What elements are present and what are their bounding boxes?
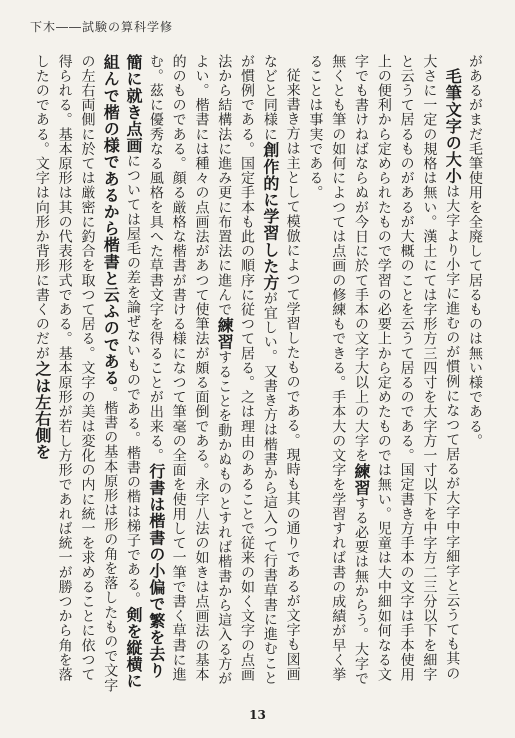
text-run: が宜しい。又書き方は楷書から這入つて行書草書に進むことが慣例である。国定手本も此の順序に従つて居る。之は理由のあることで従来の如く文字の点画法から結構法に進み更に布置法に進んで (216, 54, 278, 686)
text-run: があるがまだ毛筆使用を全廃して居るものは無い様である。 (467, 54, 483, 449)
text-run: 従来書き方は主として模倣によつて学習したものである。現時も其の通りであるが文字も図画などと同様に (261, 54, 301, 682)
text-run: する必要は無からう。大字で無くとも筆の如何によつては点画の修練もできる。手本大の文字を学習すれば書の成績が早く挙ることは事実である。 (307, 54, 370, 686)
emphasis-text: 行書は楷書の小偏で繁を去り簡に就き点画 (124, 54, 166, 679)
page-number: 13 (249, 708, 266, 722)
paragraph (30, 54, 304, 694)
paragraph (304, 54, 464, 694)
running-head: 下木――試験の算科学修 (30, 20, 174, 34)
text-run: 。楷書の基本原形は形の角を落したもので文字の左右両側に於ては厳密に釣合を取つて居る。文字の美は変化の内に統一を求めることに依つて得られる。基本原形は其の代表形式である。基本原形が若し方形であれば統一が勝つから角を落したのである。文字は向形か背形に書くのだが (33, 54, 119, 693)
emphasis-text: 剣を縦横に組んで楷の様であるから楷書と云ふのである (101, 54, 144, 690)
paragraph (463, 54, 486, 694)
text-run: は大字より小字に進むのが慣例になつて居るが大字中字細字と云うても其の大さに一定の規格は無い。漢土にては字形方三四寸を大字方一寸以下を中字方二三分以下を細字と云うて居るものがあるが大概のことを云うて居るのである。国定書き方手本の文字は手本使用上の便利から定められたもので学習の必要上から定めたものでは無い。児童は大中細如何なる文字でも書けねばならぬが今日に於て手本の文字大以上の大字を (353, 54, 461, 682)
emphasis-text: 創作的に学習した方 (260, 141, 280, 292)
text-run: については屋毛の差を論ぜないものである。楷書の楷は梯子である。 (125, 153, 142, 607)
text-run: することを動かぬものとすれば楷書から這入る方がよい。楷書には種々の点画法があつて使筆法が頗る面倒である。永字八法の如きは点画法の基本的のものである。顔る厳格な楷書が書ける様になつて筆毫の全面を使用して一筆で書く草書に進む。茲に優秀なる風格を具へた草書文字を得ることが出来る。 (147, 54, 233, 686)
emphasis-text: 練習 (352, 462, 372, 497)
emphasis-text: 之は左右側を (32, 360, 52, 461)
emphasis-text: 練習 (215, 316, 235, 351)
emphasis-text: 毛筆文字の大小 (443, 68, 463, 185)
body-text (26, 54, 486, 694)
